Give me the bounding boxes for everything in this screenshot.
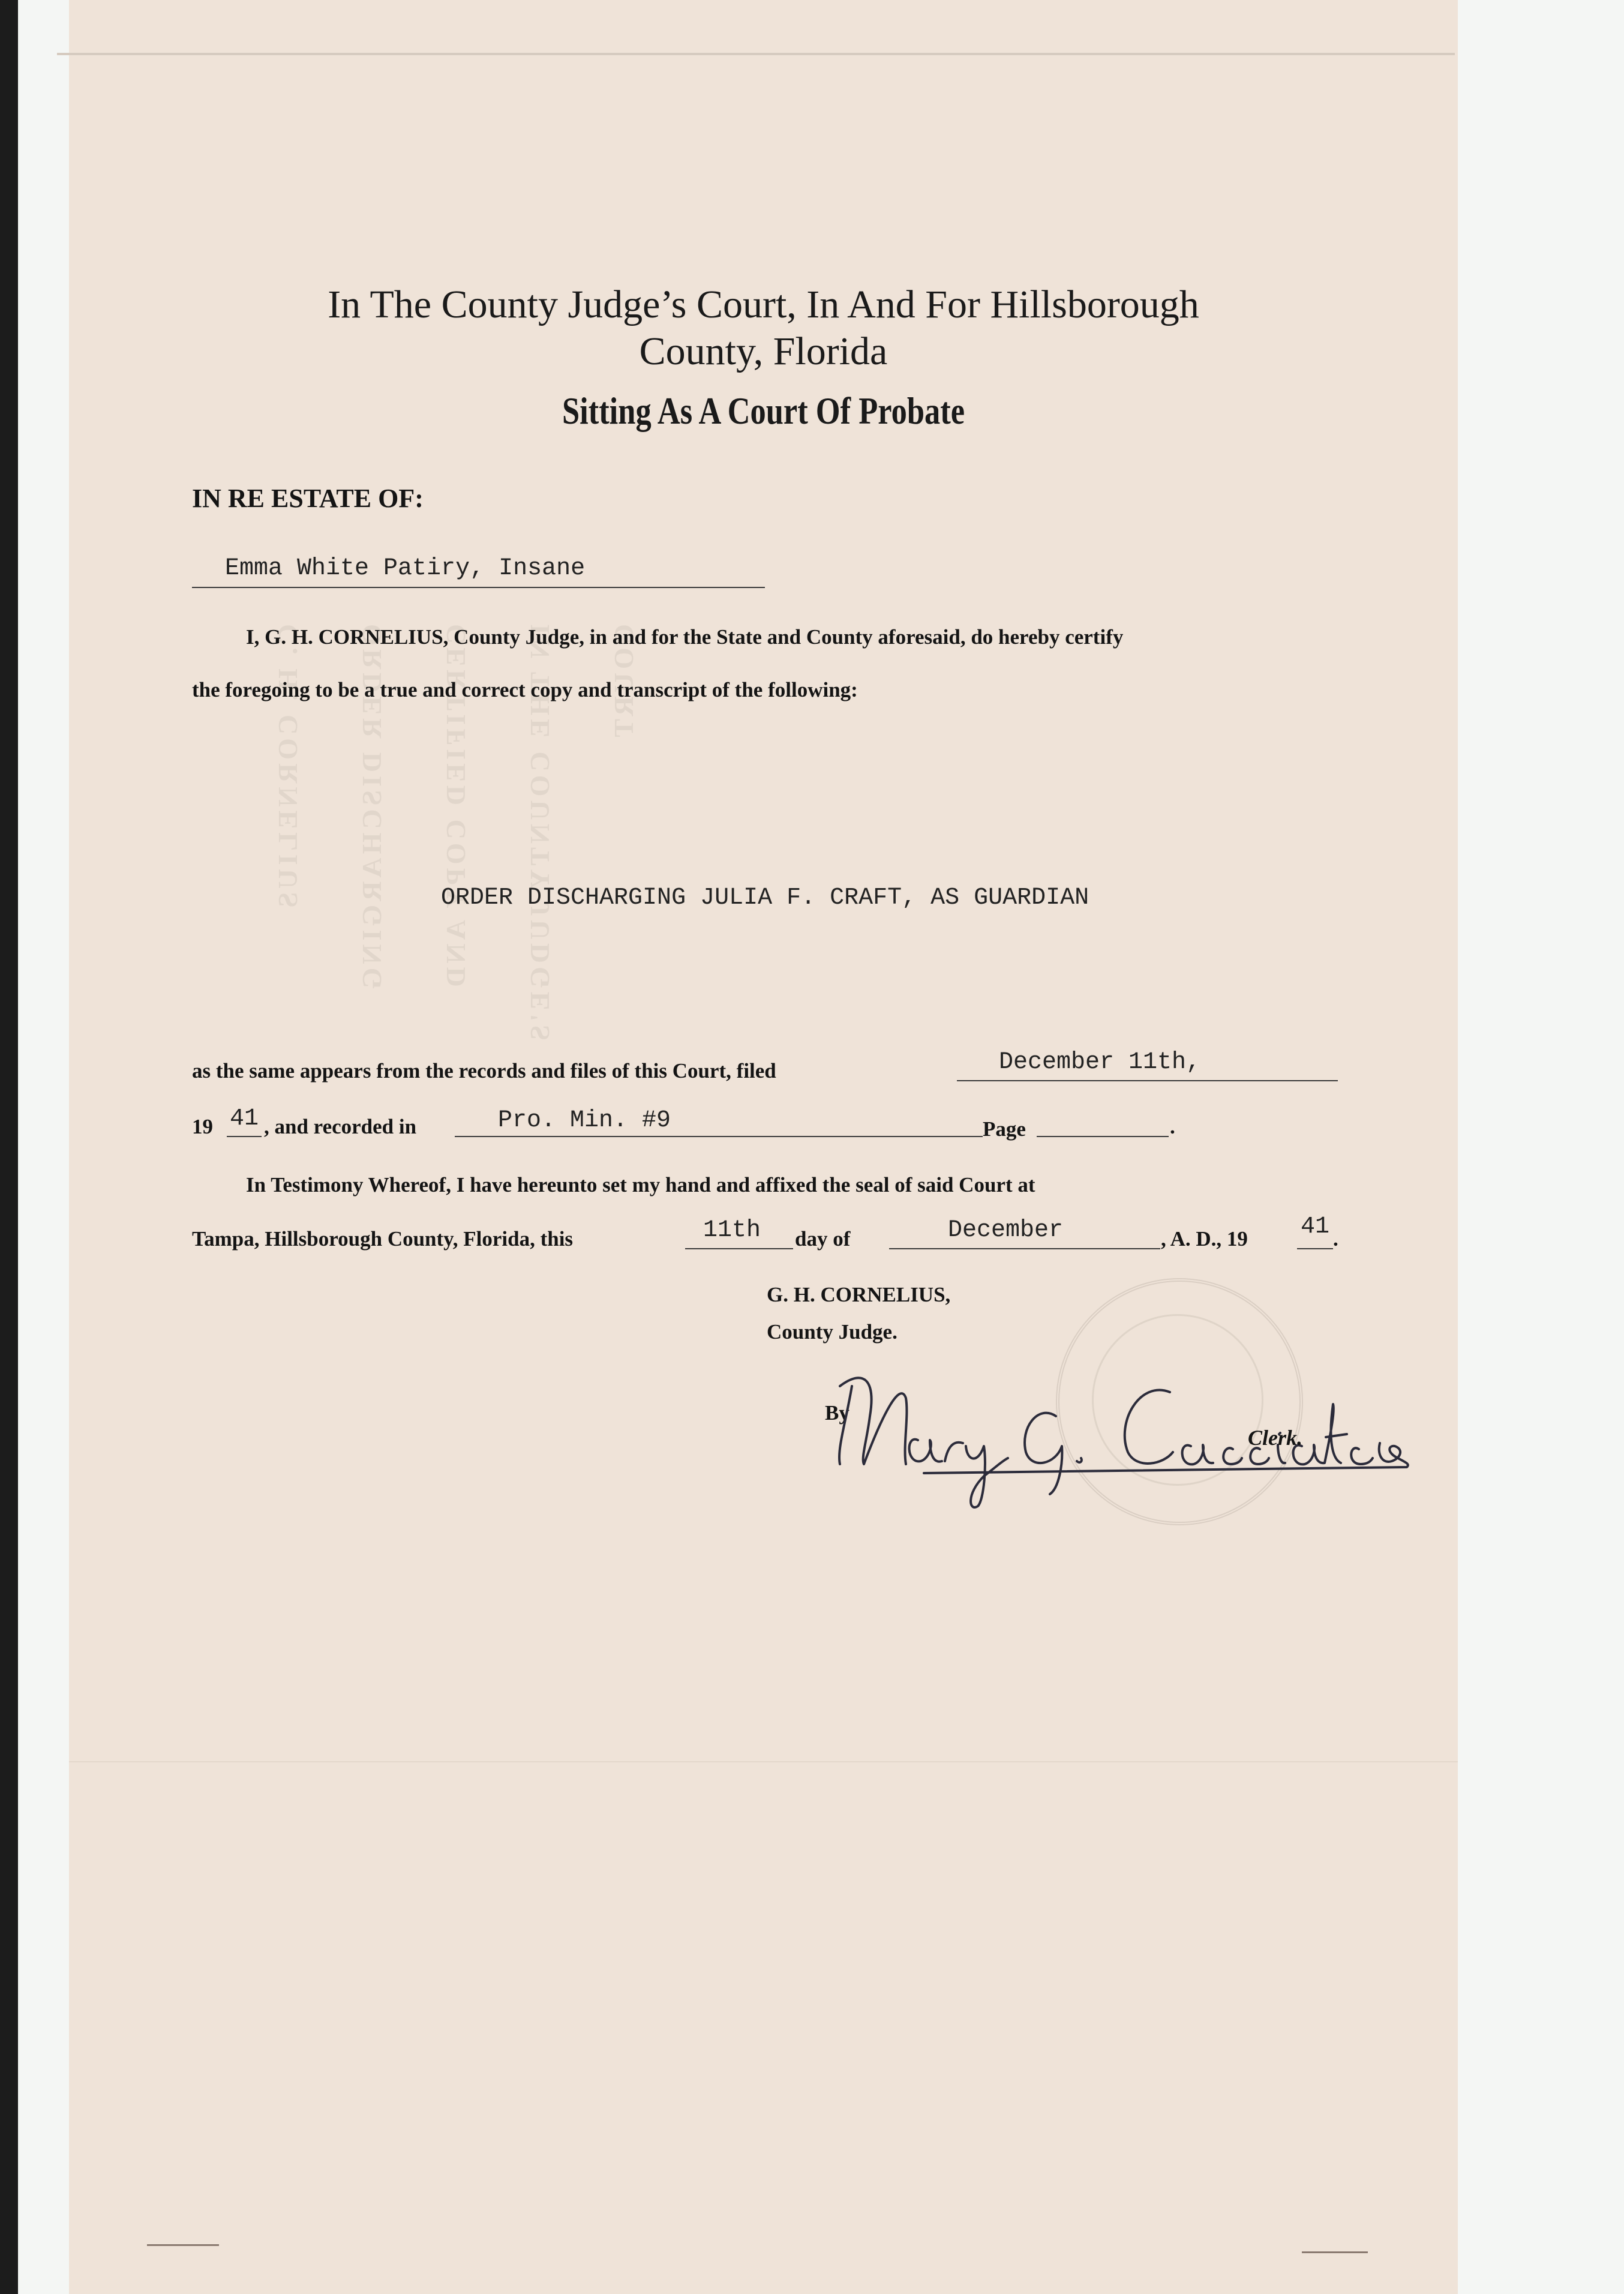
scan-mark-bottom-left xyxy=(147,2244,219,2246)
year-prefix: 19 xyxy=(192,1115,213,1138)
testimony-end: . xyxy=(1333,1227,1338,1251)
recorded-text: , and recorded in xyxy=(264,1115,417,1138)
filed-date-rule xyxy=(957,1080,1338,1081)
testimony-month-rule xyxy=(889,1248,1160,1249)
certify-line1: I, G. H. CORNELIUS, County Judge, in and for the State and County aforesaid, do hereby certify xyxy=(246,625,1124,649)
filed-date: December 11th, xyxy=(999,1049,1201,1076)
testimony-year: 41 xyxy=(1301,1213,1330,1240)
clerk-label: Clerk. xyxy=(1248,1426,1303,1450)
recorded-in-rule xyxy=(455,1136,983,1137)
testimony-day: 11th xyxy=(703,1217,761,1244)
records-text: as the same appears from the records and files of this Court, filed xyxy=(192,1059,776,1082)
signature-by: By xyxy=(825,1401,849,1425)
testimony-place: Tampa, Hillsborough County, Florida, this xyxy=(192,1227,574,1251)
testimony-month: December xyxy=(948,1217,1064,1244)
estate-name-rule xyxy=(192,587,765,588)
testimony-ad: , A. D., 19 xyxy=(1161,1227,1248,1251)
certify-line2: the foregoing to be a true and correct copy and transcript of the following: xyxy=(192,678,858,701)
testimony-day-of: day of xyxy=(795,1227,851,1251)
bleed-through-text: C. H. CORNELIUS ORDER DISCHARGING CERTIFIED COPY AND IN THE COUNTY JUDGE'S COURT xyxy=(272,624,639,1044)
scan-edge xyxy=(0,0,18,2294)
page-label: Page xyxy=(983,1117,1026,1141)
recorded-year-rule xyxy=(227,1136,262,1137)
judge-name: G. H. CORNELIUS, xyxy=(767,1283,951,1306)
estate-name: Emma White Patiry, Insane xyxy=(225,555,586,582)
testimony-day-rule xyxy=(685,1248,793,1249)
court-subheading: Sitting As A Court Of Probate xyxy=(562,389,965,432)
recorded-year: 41 xyxy=(230,1105,259,1132)
fold-line xyxy=(69,1761,1458,1762)
scan-mark-bottom-right xyxy=(1302,2251,1368,2253)
page-end: . xyxy=(1170,1115,1175,1138)
estate-label: IN RE ESTATE OF: xyxy=(192,484,424,513)
testimony-line1: In Testimony Whereof, I have hereunto set my hand and affixed the seal of said Court at xyxy=(246,1173,1035,1197)
clerk-signature xyxy=(804,1344,1410,1512)
court-heading-line2: County, Florida xyxy=(639,329,888,373)
document-title: ORDER DISCHARGING JULIA F. CRAFT, AS GUARDIAN xyxy=(441,884,1089,911)
court-heading-line1: In The County Judge’s Court, In And For Hillsborough xyxy=(328,283,1199,326)
top-fold-line xyxy=(57,53,1455,55)
page-rule xyxy=(1037,1136,1169,1137)
recorded-in: Pro. Min. #9 xyxy=(498,1107,671,1134)
testimony-year-rule xyxy=(1297,1248,1333,1249)
judge-title: County Judge. xyxy=(767,1320,897,1344)
